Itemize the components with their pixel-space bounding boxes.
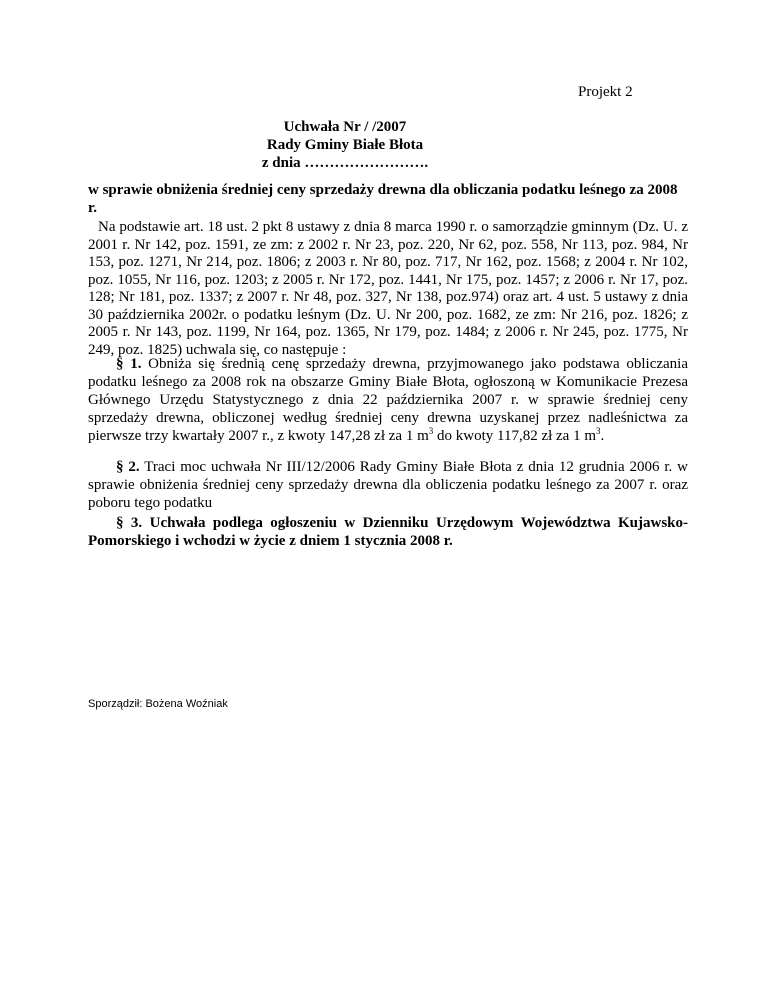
- paragraph-2: [88, 458, 688, 512]
- paragraph-1-text-b: do kwoty 117,82 zł za 1 m: [433, 428, 597, 444]
- council-name: Rady Gminy Białe Błota: [266, 137, 424, 153]
- project-label: Projekt 2: [578, 84, 633, 100]
- resolution-number: Uchwała Nr / /2007: [283, 119, 407, 135]
- resolution-subject: w sprawie obniżenia średniej ceny sprzedaży drewna dla obliczania podatku leśnego za 2008 r.: [88, 182, 678, 216]
- legal-basis: Na podstawie art. 18 ust. 2 pkt 8 ustawy z dnia 8 marca 1990 r. o samorządzie gminnym (Dz. U. z 2001 r. Nr 142, poz. 1591, ze zm: z 2002 r. Nr 23, poz. 220, Nr 62, poz. 558, Nr 113, poz. 984, Nr 153, poz. 1271, Nr 214, poz. 1806; z 2003 r. Nr 80, poz. 717, Nr 162, poz. 1568; z 2004 r. Nr 102, poz. 1055, Nr 116, poz. 1203; z 2005 r. Nr 172, poz. 1441, Nr 175, poz. 1457; z 2006 r. Nr 17, poz. 128; Nr 181, poz. 1337; z 2007 r. Nr 48, poz. 327, Nr 138, poz.974) oraz art. 4 ust. 5 ustawy z dnia 30 października 2002r. o podatku leśnym (Dz. U. Nr 200, poz. 1682, ze zm: Nr 216, poz. 1826; z 2005 r. Nr 143, poz. 1199, Nr 164, poz. 1365, Nr 179, poz. 1484; z 2006 r. Nr 245, poz. 1775, Nr 249, poz. 1825) uchwala się, co następuje :: [88, 219, 688, 358]
- paragraph-1-label: § 1.: [116, 356, 142, 372]
- paragraph-1-sup-a: 3: [428, 426, 434, 436]
- paragraph-3-text: Uchwała podlega ogłoszeniu w Dzienniku Urzędowym Województwa Kujawsko-Pomorskiego i wchodzi w życie z dniem 1 stycznia 2008 r.: [88, 515, 689, 549]
- paragraph-3-label: § 3.: [116, 515, 143, 531]
- paragraph-3: [88, 514, 688, 550]
- paragraph-1-text-a: Obniża się średnią cenę sprzedaży drewna, przyjmowanego jako podstawa obliczania podatku leśnego za 2008 rok na obszarze Gminy Białe Błota, ogłoszoną w Komunikacie Prezesa Głównego Urzędu Statystycznego z dnia 22 października 2007 r. w sprawie średniej ceny sprzedaży drewna, obliczonej według średniej ceny drewna uzyskanej przez nadleśnictwa za pierwsze trzy kwartały 2007 r., z kwoty 147,28 zł za 1 m: [88, 356, 688, 444]
- paragraph-2-text: Traci moc uchwała Nr III/12/2006 Rady Gminy Białe Błota z dnia 12 grudnia 2006 r. w sprawie obniżenia średniej ceny sprzedaży drewna dla obliczenia podatku leśnego za 2007 r. oraz poboru tego podatku: [88, 459, 689, 511]
- paragraph-1: [88, 355, 688, 445]
- paragraph-1-text-c: .: [600, 428, 605, 444]
- paragraph-1-sup-b: 3: [596, 426, 601, 436]
- prepared-by: Sporządził: Bożena Woźniak: [88, 698, 228, 710]
- resolution-title: [200, 118, 490, 172]
- paragraph-2-label: § 2.: [116, 459, 140, 475]
- resolution-date: z dnia …………………….: [261, 155, 429, 171]
